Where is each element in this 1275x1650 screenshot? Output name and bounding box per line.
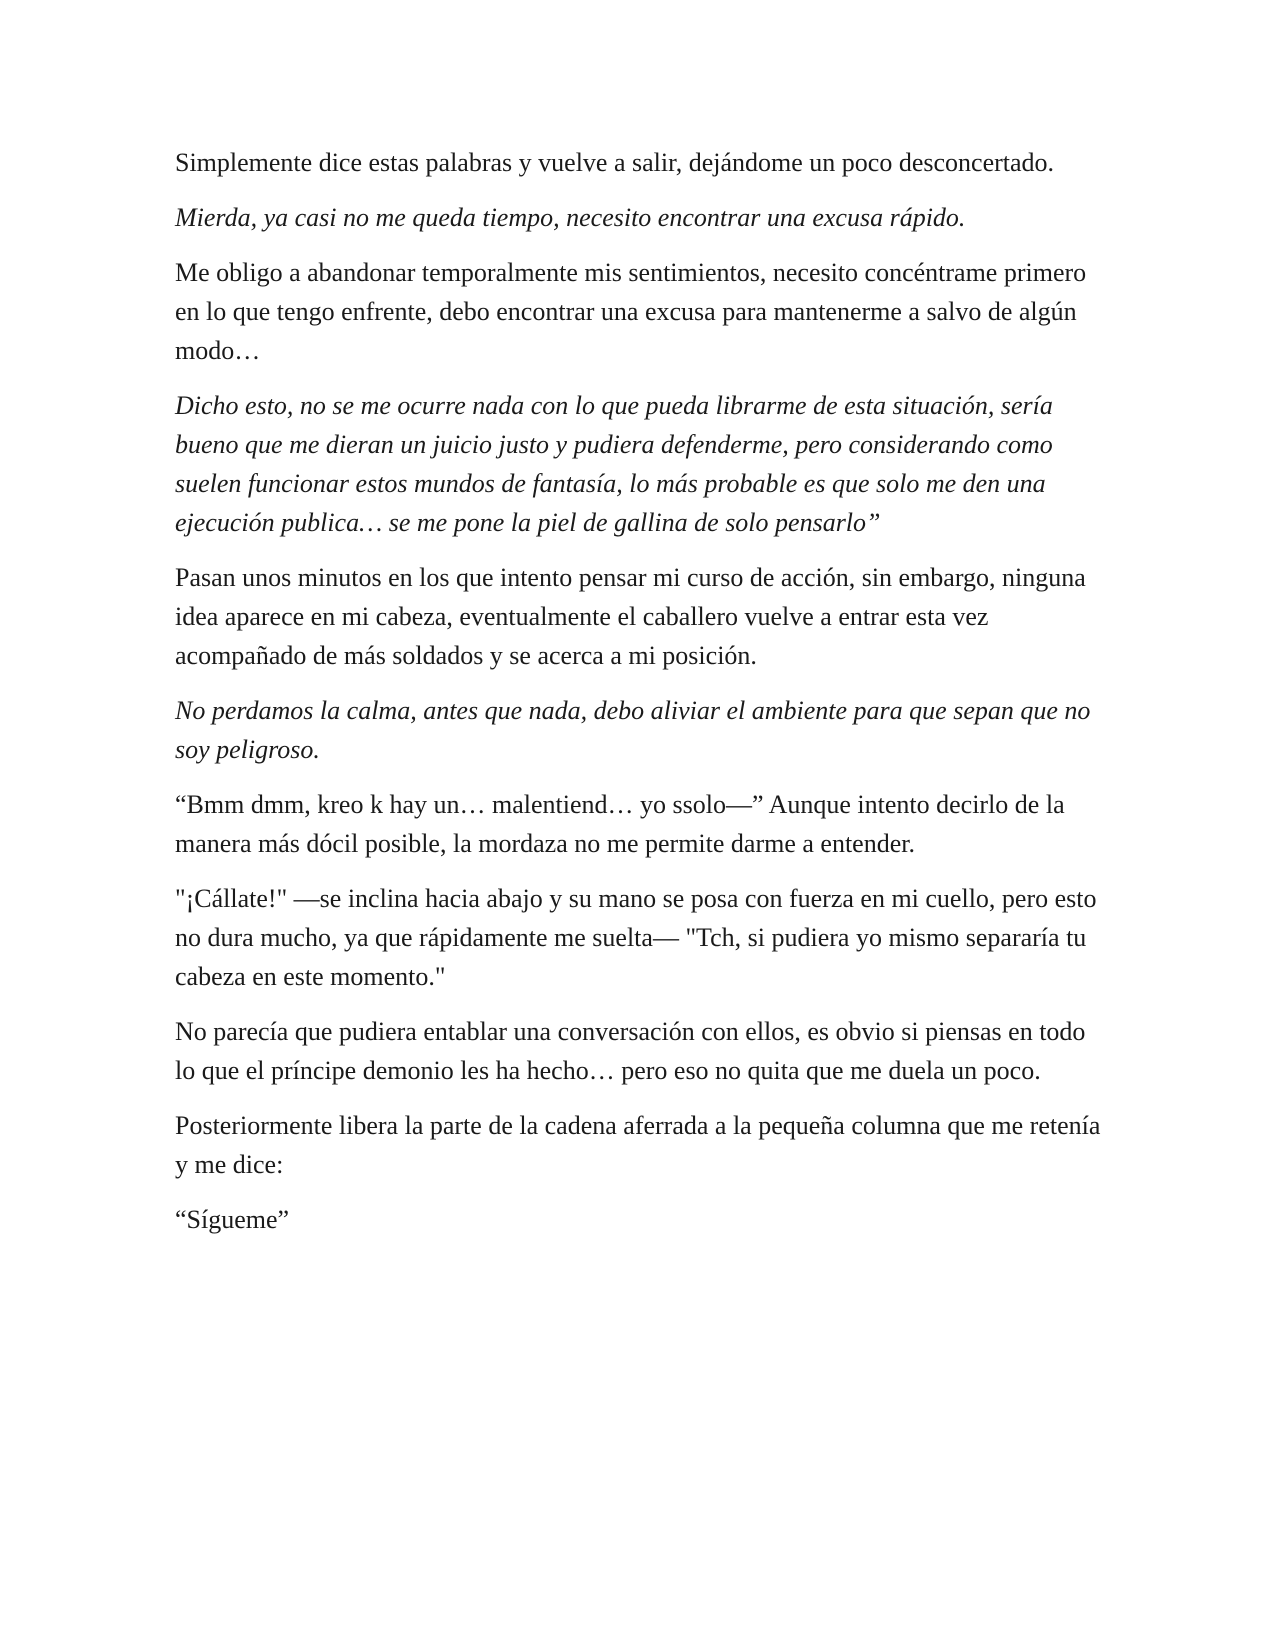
paragraph-inner-thought: No perdamos la calma, antes que nada, debo aliviar el ambiente para que sepan que no soy peligroso. <box>175 696 1091 764</box>
paragraph: Posteriormente libera la parte de la cadena aferrada a la pequeña columna que me retenía y me dice: <box>175 1111 1101 1179</box>
paragraph-dialogue: “Sígueme” <box>175 1205 290 1234</box>
paragraph: No parecía que pudiera entablar una conversación con ellos, es obvio si piensas en todo lo que el príncipe demonio les ha hecho… pero eso no quita que me duela un poco. <box>175 1017 1086 1085</box>
paragraph-inner-thought: Dicho esto, no se me ocurre nada con lo que pueda librarme de esta situación, sería bueno que me dieran un juicio justo y pudiera defenderme, pero considerando como suelen funcionar estos mundos de fantasía, lo más probable es que solo me den una ejecución publica… se me pone la piel de gallina de solo pensarlo” <box>175 391 1053 537</box>
paragraph-dialogue: “Bmm dmm, kreo k hay un… malentiend… yo ssolo—” Aunque intento decirlo de la manera más dócil posible, la mordaza no me permite darme a entender. <box>175 790 1065 858</box>
paragraph-dialogue: "¡Cállate!" —se inclina hacia abajo y su mano se posa con fuerza en mi cuello, pero esto no dura mucho, ya que rápidamente me suelta— "Tch, si pudiera yo mismo separaría tu cabeza en este momento." <box>175 884 1097 991</box>
paragraph-inner-thought: Mierda, ya casi no me queda tiempo, necesito encontrar una excusa rápido. <box>175 203 966 232</box>
body-text <box>175 143 1105 1255</box>
paragraph: Simplemente dice estas palabras y vuelve a salir, dejándome un poco desconcertado. <box>175 148 1055 177</box>
paragraph: Pasan unos minutos en los que intento pensar mi curso de acción, sin embargo, ninguna idea aparece en mi cabeza, eventualmente el caballero vuelve a entrar esta vez acompañado de más soldados y se acerca a mi posición. <box>175 563 1086 670</box>
paragraph: Me obligo a abandonar temporalmente mis sentimientos, necesito concéntrame primero en lo que tengo enfrente, debo encontrar una excusa para mantenerme a salvo de algún modo… <box>175 258 1087 365</box>
